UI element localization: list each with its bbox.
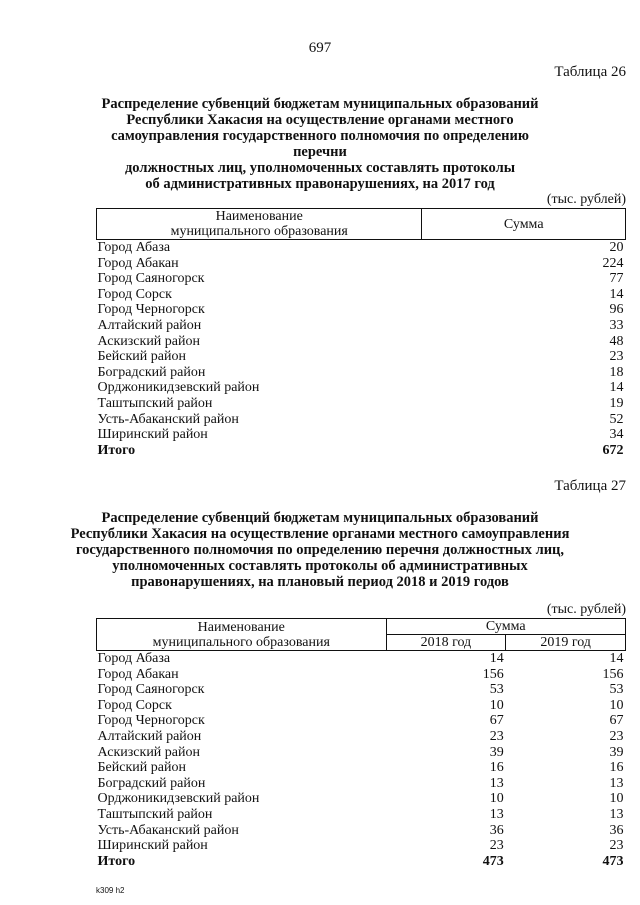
column-header-name (97, 619, 387, 651)
cell-value: 14 (489, 651, 504, 666)
cell-value: 156 (482, 666, 504, 682)
cell-name: Ширинский район (97, 427, 208, 443)
title-line: должностных лиц, уполномоченных составлять протоколы (124, 160, 516, 176)
table-row (97, 698, 626, 714)
table-header-row (97, 209, 626, 240)
cell-name: Город Черногорск (97, 302, 205, 318)
table-row (97, 791, 626, 807)
cell-name: Боградский район (97, 775, 206, 791)
table-27-title (60, 510, 580, 590)
cell-value: 23 (609, 728, 624, 744)
cell-name: Город Абакан (97, 255, 179, 271)
cell-value: 13 (609, 775, 624, 791)
cell-value: 96 (609, 302, 624, 318)
table-27-body (97, 651, 626, 870)
total-row (97, 854, 626, 870)
table-26 (96, 208, 626, 458)
title-line: Республики Хакасия на осуществление органами местного самоуправления (70, 526, 570, 542)
cell-name: Бейский район (97, 760, 186, 776)
cell-value: 67 (609, 713, 624, 729)
cell-name: Алтайский район (97, 317, 202, 333)
cell-name: Орджоникидзевский район (97, 791, 260, 807)
title-line: об административных правонарушениях, на 2017 год (145, 176, 495, 192)
table-row (97, 302, 626, 318)
cell-value: 14 (609, 651, 624, 666)
cell-name: Аскизский район (97, 333, 200, 349)
cell-name: Таштыпский район (97, 806, 213, 822)
table-row (97, 318, 626, 334)
cell-value: 19 (609, 395, 624, 411)
cell-value: 39 (609, 744, 624, 760)
cell-name: Алтайский район (97, 728, 202, 744)
column-header-2019: 2019 год (506, 635, 626, 651)
cell-value: 672 (602, 442, 624, 458)
cell-name: Город Саяногорск (97, 682, 205, 698)
cell-name: Город Абакан (97, 666, 179, 682)
table-row (97, 396, 626, 412)
cell-name: Город Сорск (97, 286, 172, 302)
cell-value: 473 (482, 853, 504, 869)
cell-name: Усть-Абаканский район (97, 411, 239, 427)
table-27-unit: (тыс. рублей) (546, 602, 626, 617)
table-header-row (97, 619, 626, 635)
header-line: муниципального образования (152, 634, 330, 650)
cell-value: 53 (489, 682, 504, 698)
cell-value: 23 (609, 349, 624, 365)
table-row (97, 287, 626, 303)
cell-value: 156 (602, 666, 624, 682)
column-header-sum: Сумма (386, 619, 625, 635)
cell-value: 10 (609, 791, 624, 807)
cell-value: 23 (489, 838, 504, 854)
cell-value: 36 (609, 822, 624, 838)
table-row (97, 729, 626, 745)
table-row (97, 256, 626, 272)
table-row (97, 365, 626, 381)
title-line: Распределение субвенций бюджетам муниципальных образований (101, 510, 539, 526)
table-row (97, 760, 626, 776)
table-row (97, 682, 626, 698)
table-row (97, 807, 626, 823)
cell-name: Бейский район (97, 349, 186, 365)
cell-name: Итого (97, 442, 136, 458)
cell-value: 14 (609, 380, 624, 396)
cell-name: Усть-Абаканский район (97, 822, 239, 838)
table-row (97, 427, 626, 443)
cell-name: Город Абаза (97, 651, 171, 666)
table-row (97, 838, 626, 854)
table-row (97, 776, 626, 792)
cell-value: 14 (609, 286, 624, 302)
cell-name: Город Саяногорск (97, 271, 205, 287)
table-row (97, 334, 626, 350)
cell-value: 53 (609, 682, 624, 698)
cell-value: 34 (609, 427, 624, 443)
cell-name: Таштыпский район (97, 395, 213, 411)
header-line: Наименование (197, 619, 285, 635)
table-27 (96, 618, 626, 869)
cell-value: 224 (602, 255, 624, 271)
table-row (97, 651, 626, 667)
cell-value: 39 (489, 744, 504, 760)
title-line: государственного полномочия по определению перечня должностных лиц, (75, 542, 565, 558)
cell-value: 16 (609, 760, 624, 776)
column-header-2018: 2018 год (386, 635, 506, 651)
table-row (97, 349, 626, 365)
table-row (97, 380, 626, 396)
cell-value: 23 (609, 838, 624, 854)
table-row (97, 271, 626, 287)
cell-value: 77 (609, 271, 624, 287)
cell-value: 10 (489, 697, 504, 713)
header-line: муниципального образования (170, 224, 348, 239)
title-line: Распределение субвенций бюджетам муниципальных образований (101, 96, 539, 112)
table-row (97, 240, 626, 256)
cell-name: Орджоникидзевский район (97, 380, 260, 396)
table-row (97, 412, 626, 428)
cell-name: Аскизский район (97, 744, 200, 760)
cell-name: Ширинский район (97, 838, 208, 854)
cell-value: 33 (609, 317, 624, 333)
column-header-sum: Сумма (422, 209, 626, 240)
cell-name: Город Сорск (97, 697, 172, 713)
cell-value: 52 (609, 411, 624, 427)
cell-value: 23 (489, 728, 504, 744)
cell-value: 10 (609, 697, 624, 713)
cell-value: 67 (489, 713, 504, 729)
total-row (97, 443, 626, 459)
cell-value: 36 (489, 822, 504, 838)
table-26-unit: (тыс. рублей) (546, 192, 626, 207)
table-26-label: Таблица 26 (554, 64, 626, 80)
cell-name: Город Абаза (97, 240, 171, 255)
cell-value: 48 (609, 333, 624, 349)
table-26-body (97, 240, 626, 459)
table-row (97, 745, 626, 761)
cell-value: 13 (609, 806, 624, 822)
title-line: Республики Хакасия на осуществление органами местного (126, 112, 514, 128)
table-27-label: Таблица 27 (554, 478, 626, 494)
page-number: 697 (308, 40, 332, 56)
cell-value: 18 (609, 364, 624, 380)
cell-value: 13 (489, 806, 504, 822)
table-row (97, 823, 626, 839)
cell-value: 473 (602, 853, 624, 869)
cell-value: 10 (489, 791, 504, 807)
table-26-title (90, 96, 550, 192)
cell-value: 20 (609, 240, 624, 255)
title-line: самоуправления государственного полномочия по определению перечни (111, 128, 529, 160)
cell-value: 13 (489, 775, 504, 791)
title-line: правонарушениях, на плановый период 2018 и 2019 годов (131, 574, 509, 590)
table-row (97, 713, 626, 729)
header-line: Наименование (215, 209, 303, 224)
footer-code: k309 h2 (96, 886, 125, 895)
cell-name: Город Черногорск (97, 713, 205, 729)
cell-value: 16 (489, 760, 504, 776)
title-line: уполномоченных составлять протоколы об административных (112, 558, 528, 574)
column-header-name (97, 209, 422, 240)
cell-name: Итого (97, 853, 136, 869)
cell-name: Боградский район (97, 364, 206, 380)
table-row (97, 667, 626, 683)
